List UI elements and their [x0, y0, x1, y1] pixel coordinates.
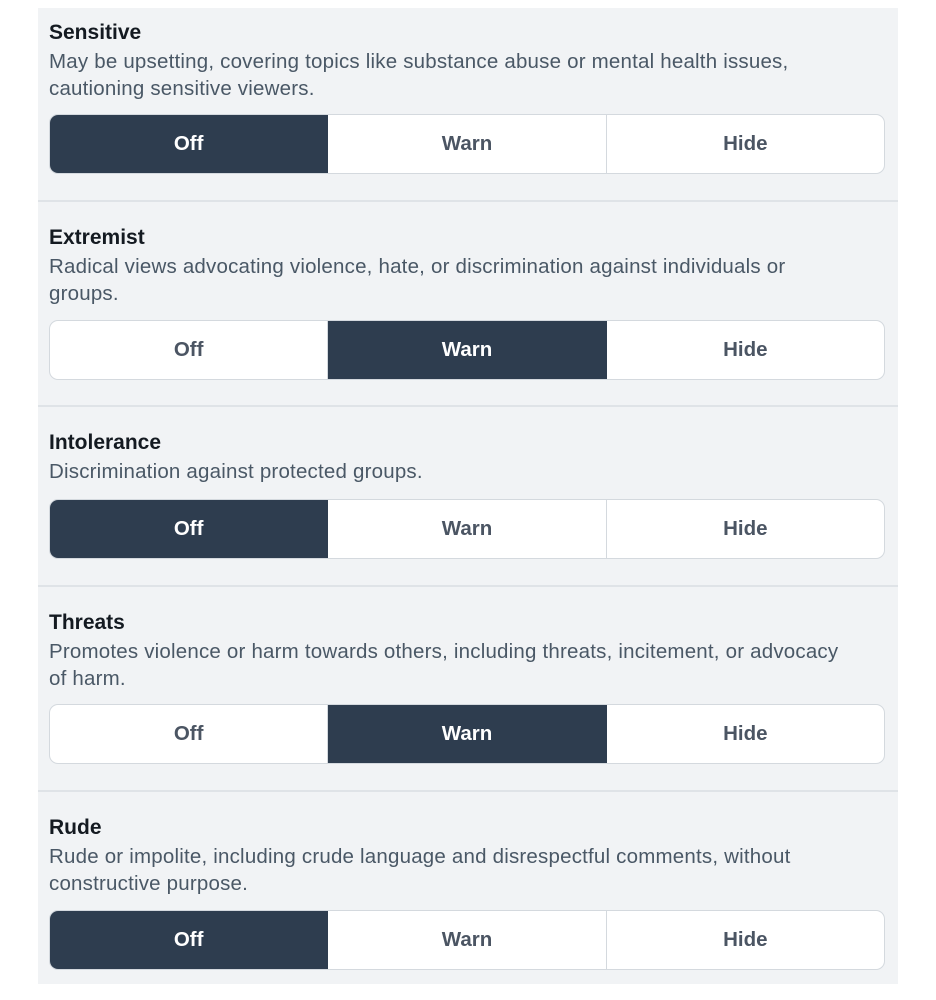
section-divider [38, 585, 898, 587]
description-line: Promotes violence or harm towards others, including threats, incitement, or advocacy [49, 640, 839, 663]
category-title: Extremist [49, 226, 145, 249]
sensitive-filter-segmented-control [49, 114, 885, 174]
description-line: constructive purpose. [49, 872, 249, 895]
description-line: Rude or impolite, including crude language and disrespectful comments, without [49, 845, 791, 868]
extremist-filter-segmented-control [49, 320, 885, 380]
section-divider [38, 790, 898, 792]
extremist-warn-option[interactable]: Warn [328, 321, 606, 379]
sensitive-off-option[interactable]: Off [50, 115, 328, 173]
sensitive-warn-option[interactable]: Warn [328, 115, 606, 173]
intolerance-warn-option[interactable]: Warn [328, 500, 606, 558]
category-description [49, 458, 889, 485]
section-divider [38, 200, 898, 202]
rude-off-option[interactable]: Off [50, 911, 328, 969]
description-line: May be upsetting, covering topics like substance abuse or mental health issues, [49, 50, 789, 73]
description-line: cautioning sensitive viewers. [49, 77, 315, 100]
extremist-hide-option[interactable]: Hide [723, 338, 768, 361]
moderation-settings-panel [38, 8, 898, 984]
rude-hide-option[interactable]: Hide [723, 928, 768, 951]
category-title: Rude [49, 816, 102, 839]
intolerance-filter-segmented-control [49, 499, 885, 559]
intolerance-off-option[interactable]: Off [50, 500, 328, 558]
threats-hide-option[interactable]: Hide [723, 722, 768, 745]
intolerance-hide-option[interactable]: Hide [723, 517, 768, 540]
extremist-off-option[interactable]: Off [50, 321, 328, 379]
category-title: Intolerance [49, 431, 162, 454]
description-line: groups. [49, 282, 119, 305]
category-description [49, 253, 889, 307]
category-title: Sensitive [49, 21, 142, 44]
threats-off-option[interactable]: Off [50, 705, 328, 763]
rude-filter-segmented-control [49, 910, 885, 970]
description-line: Radical views advocating violence, hate, or discrimination against individuals or [49, 255, 786, 278]
description-line: Discrimination against protected groups. [49, 460, 423, 483]
section-divider [38, 405, 898, 407]
sensitive-hide-option[interactable]: Hide [723, 132, 768, 155]
category-title: Threats [49, 611, 125, 634]
category-description [49, 638, 889, 692]
category-description [49, 48, 889, 102]
category-description [49, 843, 889, 897]
rude-warn-option[interactable]: Warn [328, 911, 606, 969]
threats-warn-option[interactable]: Warn [328, 705, 606, 763]
threats-filter-segmented-control [49, 704, 885, 764]
description-line: of harm. [49, 667, 126, 690]
